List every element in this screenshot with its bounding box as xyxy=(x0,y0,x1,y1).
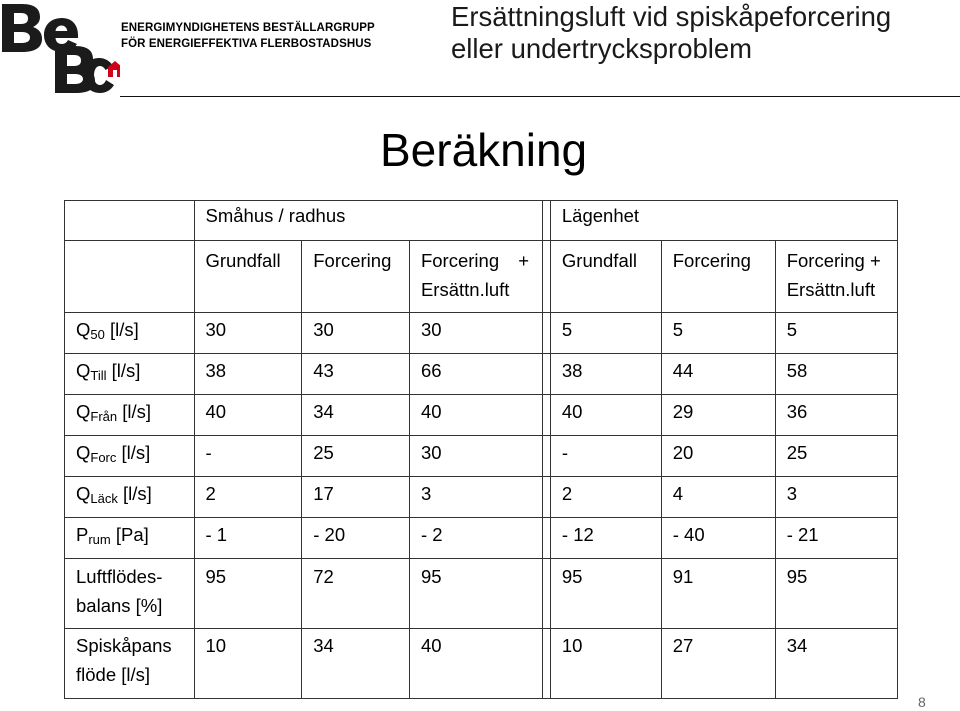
org-name-line1: ENERGIMYNDIGHETENS BESTÄLLARGRUPP xyxy=(121,22,375,34)
cell: 4 xyxy=(661,477,775,518)
cell: 2 xyxy=(550,477,661,518)
cell: 91 xyxy=(661,559,775,629)
cell: 30 xyxy=(302,313,410,354)
cell: 58 xyxy=(775,354,897,395)
row-label: $Q_{Från}$ [l/s] xyxy=(65,395,195,436)
table-row xyxy=(65,354,898,395)
table-row-hood-flow xyxy=(65,629,898,699)
row-label: $Q_{Läck}$ [l/s] xyxy=(65,477,195,518)
cell: 72 xyxy=(302,559,410,629)
cell: 43 xyxy=(302,354,410,395)
cell: - 2 xyxy=(409,518,542,559)
cell: 95 xyxy=(775,559,897,629)
table-row xyxy=(65,518,898,559)
cell: 5 xyxy=(550,313,661,354)
cell: 40 xyxy=(409,395,542,436)
header-divider xyxy=(120,96,960,97)
group-header-apartment: Lägenhet xyxy=(550,201,897,241)
column-gap xyxy=(542,436,550,477)
column-gap xyxy=(542,354,550,395)
column-gap xyxy=(542,518,550,559)
cell: 10 xyxy=(550,629,661,699)
row-label: $P_{rum}$ [Pa] xyxy=(65,518,195,559)
cell: 44 xyxy=(661,354,775,395)
section-title: Beräkning xyxy=(380,124,588,176)
subheader-forcering: Forcering xyxy=(302,241,410,313)
group-header-house: Småhus / radhus xyxy=(194,201,542,241)
cell: 34 xyxy=(775,629,897,699)
row-label: Spiskåpans flöde [l/s] xyxy=(65,629,195,699)
group-header-row xyxy=(65,201,898,241)
cell: 95 xyxy=(194,559,302,629)
column-gap xyxy=(542,241,550,313)
cell: 40 xyxy=(550,395,661,436)
cell: 3 xyxy=(775,477,897,518)
cell: 30 xyxy=(409,313,542,354)
cell: 5 xyxy=(775,313,897,354)
cell: 25 xyxy=(775,436,897,477)
logo-letter-b-top xyxy=(2,4,42,52)
column-gap xyxy=(542,477,550,518)
cell: 66 xyxy=(409,354,542,395)
subheader-forcering-apt: Forcering xyxy=(661,241,775,313)
cell: 30 xyxy=(194,313,302,354)
cell: 95 xyxy=(550,559,661,629)
cell: 10 xyxy=(194,629,302,699)
cell: 40 xyxy=(194,395,302,436)
column-gap xyxy=(542,629,550,699)
table-row xyxy=(65,395,898,436)
subheader-forcering-ersattn: Forcering + Ersättn.luft xyxy=(409,241,542,313)
calculation-table xyxy=(64,200,898,699)
subheader-grundfall-apt: Grundfall xyxy=(550,241,661,313)
table-row xyxy=(65,313,898,354)
cell: 38 xyxy=(194,354,302,395)
cell: 38 xyxy=(550,354,661,395)
cell: - xyxy=(194,436,302,477)
cell: - 21 xyxy=(775,518,897,559)
row-label: Luftflödes- balans [%] xyxy=(65,559,195,629)
cell: 17 xyxy=(302,477,410,518)
column-gap xyxy=(542,559,550,629)
column-gap xyxy=(542,313,550,354)
cell: 2 xyxy=(194,477,302,518)
row-label: $Q_{Forc}$ [l/s] xyxy=(65,436,195,477)
cell: 29 xyxy=(661,395,775,436)
column-gap xyxy=(542,201,550,241)
header-line1: Ersättningsluft vid spiskåpeforcering xyxy=(451,1,892,32)
cell: 30 xyxy=(409,436,542,477)
corner-cell xyxy=(65,241,195,313)
cell: - xyxy=(550,436,661,477)
cell: 36 xyxy=(775,395,897,436)
row-label: $Q_{50}$ [l/s] xyxy=(65,313,195,354)
table-row-balance xyxy=(65,559,898,629)
org-name-line2: FÖR ENERGIEFFEKTIVA FLERBOSTADSHUS xyxy=(121,38,372,50)
header-line2: eller undertrycksproblem xyxy=(451,33,753,64)
subheader-grundfall: Grundfall xyxy=(194,241,302,313)
cell: - 40 xyxy=(661,518,775,559)
cell: 3 xyxy=(409,477,542,518)
subheader-row xyxy=(65,241,898,313)
cell: - 1 xyxy=(194,518,302,559)
cell: 25 xyxy=(302,436,410,477)
bebo-logo xyxy=(0,0,120,95)
page-number: 8 xyxy=(918,694,926,710)
cell: 40 xyxy=(409,629,542,699)
cell: 20 xyxy=(661,436,775,477)
cell: - 12 xyxy=(550,518,661,559)
cell: 95 xyxy=(409,559,542,629)
table-row xyxy=(65,477,898,518)
cell: 34 xyxy=(302,395,410,436)
corner-cell xyxy=(65,201,195,241)
column-gap xyxy=(542,395,550,436)
cell: 27 xyxy=(661,629,775,699)
subheader-forcering-ersattn-apt: Forcering + Ersättn.luft xyxy=(775,241,897,313)
table-row xyxy=(65,436,898,477)
row-label: $Q_{Till}$ [l/s] xyxy=(65,354,195,395)
cell: 5 xyxy=(661,313,775,354)
cell: - 20 xyxy=(302,518,410,559)
page-header xyxy=(451,1,891,65)
cell: 34 xyxy=(302,629,410,699)
